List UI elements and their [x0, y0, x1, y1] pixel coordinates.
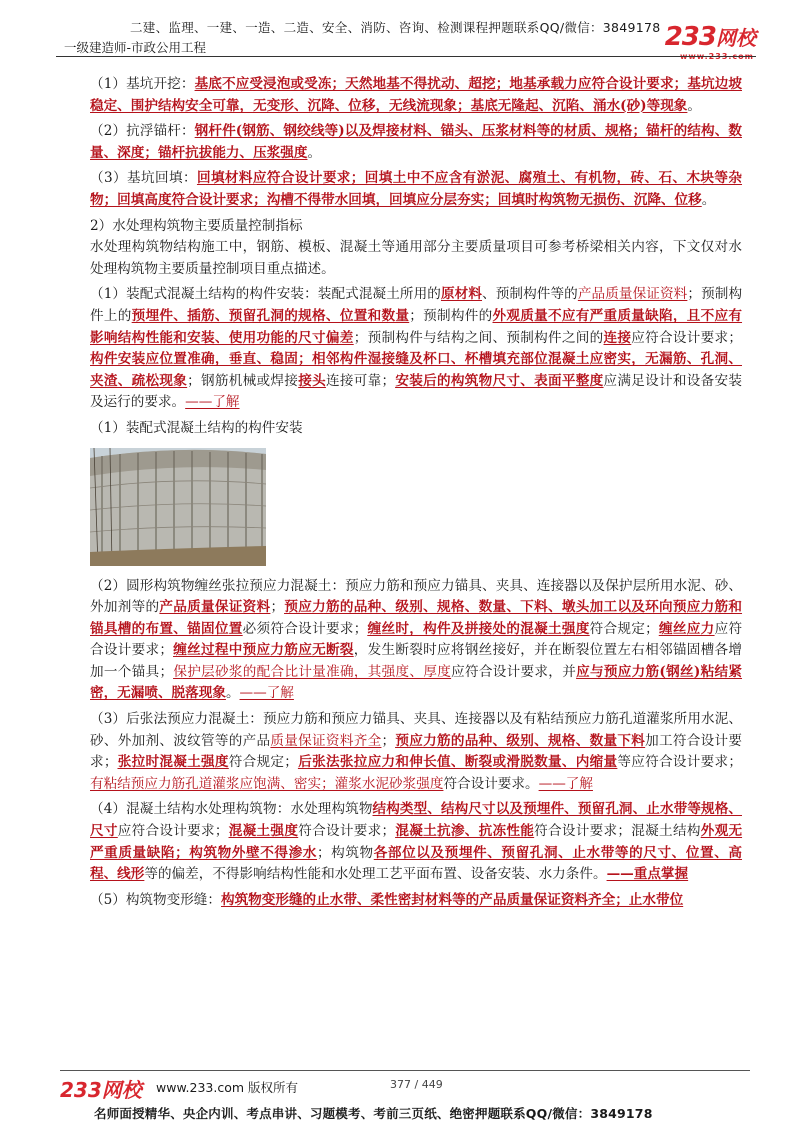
text: 符合设计要求；: [298, 823, 396, 840]
text: 。: [687, 97, 701, 114]
text: 符合规定；: [228, 754, 298, 771]
text: 。: [225, 685, 240, 702]
key-point: 接头: [298, 372, 326, 389]
text: 等应符合设计要求；: [617, 754, 743, 771]
level-tag: ——重点掌握: [606, 866, 689, 883]
text: 必须符合设计要求；: [242, 620, 368, 637]
key-point: 张拉时混凝土强度: [117, 754, 229, 771]
precast-wall-photo: [90, 448, 266, 566]
paragraph-concrete-structure: [90, 799, 742, 885]
key-point: 预埋件、插筋、预留孔洞的规格、位置和数量: [131, 307, 410, 324]
text: 应符合设计要求；: [117, 823, 229, 840]
text: 、预制构件等的: [482, 286, 578, 303]
key-point: 预应力筋的品种、级别、规格、数量下料: [395, 732, 646, 749]
footer-logo: 233网校: [60, 1078, 142, 1102]
text: 应符合设计要求，并: [451, 663, 577, 680]
paragraph-wire-wound: [90, 576, 742, 706]
key-point: 缠丝过程中预应力筋应无断裂: [173, 642, 354, 659]
document-body: [90, 74, 742, 911]
text: 。: [701, 191, 716, 208]
text: （1）基坑开挖：: [90, 76, 195, 92]
key-point: 应与预应力筋(钢丝)粘结紧密，无漏喷、脱落现象: [90, 663, 743, 702]
page-header: [56, 14, 756, 58]
text: ；: [270, 599, 285, 616]
level-tag: ——了解: [185, 394, 240, 411]
paragraph-post-tension: [90, 709, 742, 795]
text: （2）圆形构筑物缠丝张拉预应力混凝土：预应力筋和预应力锚具、夹具、连接器以及保护层所用水泥、砂、外加剂等的: [90, 577, 742, 616]
text: （3）基坑回填：: [90, 170, 197, 187]
text: ；构筑物: [317, 844, 374, 861]
section-intro: 水处理构筑物结构施工中，钢筋、模板、混凝土等通用部分主要质量项目可参考桥梁相关内容，下文仅对水处理构筑物主要质量控制项目重点描述。: [90, 239, 742, 277]
key-point: 结构类型、结构尺寸以及预埋件、预留孔洞、止水带等规格、尺寸: [90, 801, 742, 840]
text: ；预制构件与结构之间、预制构件之间的: [353, 329, 604, 346]
key-point: 产品质量保证资料: [159, 599, 271, 616]
text: ；钢筋机械或焊接: [187, 372, 299, 389]
text: 等的偏差，不得影响结构性能和水处理工艺平面布置、设备安装、水力条件。: [144, 866, 607, 883]
text: 符合设计要求。: [443, 775, 539, 792]
text: ；预制构件上的: [90, 286, 743, 324]
text: （4）混凝土结构水处理构筑物：水处理构筑物: [90, 801, 373, 818]
text: 应符合设计要求；: [631, 329, 743, 346]
text: 应符合设计要求；: [90, 620, 743, 659]
key-point: 缠丝时，构件及拼接处的混凝土强度: [367, 620, 590, 637]
key-point: 安装后的构筑物尺寸、表面平整度: [395, 372, 604, 389]
paragraph-backfill: [90, 168, 742, 211]
paragraph-deformation-joint: [90, 890, 742, 912]
key-point: 外观无严重质量缺陷；构筑物外壁不得渗水: [90, 823, 743, 861]
key-point: 后张法张拉应力和伸长值、断裂或滑脱数量、内缩量: [297, 754, 618, 771]
header-divider: [56, 56, 756, 57]
text: 加工符合设计要求；: [90, 732, 743, 771]
footer-promo: 名师面授精华、央企内训、考点串讲、习题模考、考前三页纸、绝密押题联系QQ/微信：3849178: [94, 1106, 653, 1121]
logo-number: 233: [664, 22, 716, 52]
text: （1）装配式混凝土结构的构件安装：装配式混凝土所用的: [90, 286, 441, 303]
key-point: 各部位以及预埋件、预留孔洞、止水带等的尺寸、位置、高程、线形: [90, 844, 743, 883]
key-point: 缠丝应力: [658, 620, 715, 637]
key-point: 有粘结预应力筋孔道灌浆应饱满、密实；灌浆水泥砂浆强度: [90, 775, 444, 792]
text: 符合规定；: [589, 620, 659, 637]
key-point: 构筑物变形缝的止水带、柔性密封材料等的产品质量保证资料齐全；止水带位: [221, 891, 684, 908]
header-subject: 一级建造师-市政公用工程: [64, 40, 207, 55]
copyright-text: www.233.com 版权所有: [156, 1080, 298, 1095]
text: 应满足设计和设备安装及运行的要求。: [90, 372, 743, 411]
key-point: 原材料: [440, 286, 483, 303]
level-tag: ——了解: [538, 775, 593, 792]
key-point: 基底不应受浸泡或受冻；天然地基不得扰动、超挖；地基承载力应符合设计要求；基坑边坡稳定、围护结构安全可靠，无变形、沉降、位移，无线流现象；基底无隆起、沉陷、涌水(砂)等现象: [90, 76, 742, 114]
text: （5）构筑物变形缝：: [90, 891, 221, 908]
header-promo: 二建、监理、一建、一造、二造、安全、消防、咨询、检测课程押题联系QQ/微信：3849178: [130, 20, 661, 35]
key-point: 产品质量保证资料: [577, 286, 688, 303]
text: 符合设计要求；混凝土结构: [534, 823, 701, 840]
paragraph-excavation: [90, 74, 742, 117]
text: 。: [307, 144, 322, 161]
text: （3）后张法预应力混凝土：预应力筋和预应力锚具、夹具、连接器以及有粘结预应力筋孔道灌浆所用水泥、砂、外加剂、波纹管等的产品: [90, 711, 742, 749]
text: ；: [381, 732, 396, 749]
page-number: 377 / 449: [390, 1078, 443, 1091]
level-tag: ——了解: [239, 685, 294, 702]
text: ；预制构件的: [409, 307, 493, 324]
construction-photo: [90, 448, 266, 566]
paragraph-precast: [90, 284, 742, 414]
section-title: 2）水处理构筑物主要质量控制指标: [90, 217, 303, 234]
text: 连接可靠；: [325, 372, 396, 389]
key-point: 连接: [603, 329, 632, 346]
page-footer: [60, 1070, 750, 1130]
key-point: 构件安装应位置准确，垂直、稳固；相邻构件湿接缝及杯口、杯槽填充部位混凝土应密实，无漏筋、孔洞、夹渣、疏松现象: [90, 351, 742, 389]
key-point: 回填材料应符合设计要求；回填土中不应含有淤泥、腐殖土、有机物，砖、石、木块等杂物；回填高度符合设计要求；沟槽不得带水回填，回填应分层夯实；回填时构筑物无损伤、沉降、位移: [90, 170, 743, 208]
key-point: 外观质量不应有严重质量缺陷，且不应有影响结构性能和安装、使用功能的尺寸偏差: [90, 307, 743, 346]
text: （2）抗浮锚杆：: [90, 123, 195, 140]
figure-caption: （1）装配式混凝土结构的构件安装: [90, 419, 303, 436]
logo-text: 网校: [716, 26, 756, 50]
text: ，发生断裂时应将钢丝接好，并在断裂位置左右相邻锚固槽各增加一个锚具；: [90, 642, 743, 680]
key-point: 质量保证资料齐全: [270, 732, 382, 749]
brand-logo: [665, 22, 756, 52]
paragraph-anchor: [90, 121, 742, 164]
key-point: 保护层砂浆的配合比计量准确，其强度、厚度: [173, 663, 452, 680]
key-point: 预应力筋的品种、级别、规格、数量、下料、墩头加工以及环向预应力筋和锚具槽的布置、锚固位置: [90, 599, 743, 637]
footer-divider: [60, 1070, 750, 1071]
key-point: 钢杆件(钢筋、钢绞线等)以及焊接材料、锚头、压浆材料等的材质、规格；锚杆的结构、数量、深度；锚杆抗拔能力、压浆强度: [90, 123, 742, 161]
key-point: 混凝土抗渗、抗冻性能: [395, 823, 535, 840]
key-point: 混凝土强度: [228, 823, 299, 840]
